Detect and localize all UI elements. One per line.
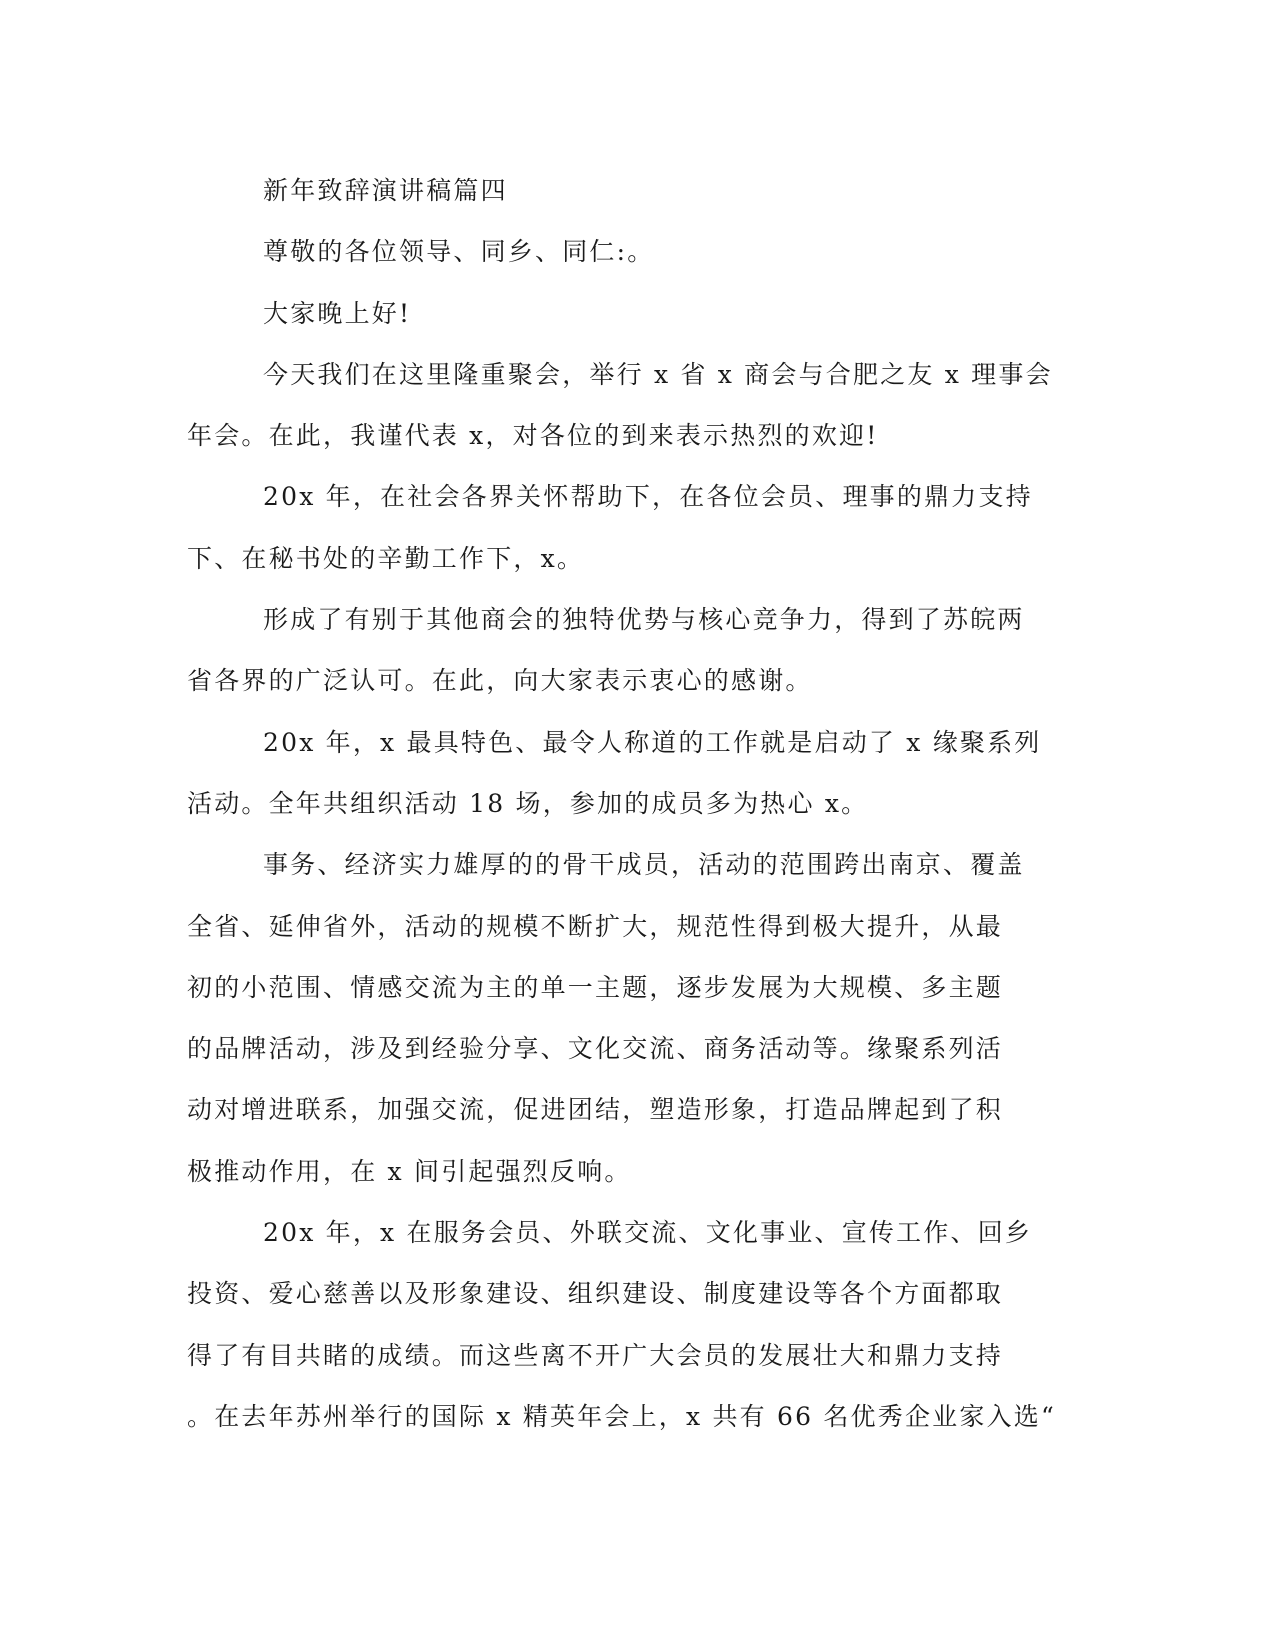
text-line: 的品牌活动，涉及到经验分享、文化交流、商务活动等。缘聚系列活 — [187, 1034, 1004, 1064]
text-line: 年会。在此，我谨代表 x，对各位的到来表示热烈的欢迎! — [187, 421, 879, 451]
text-line: 。在去年苏州举行的国际 x 精英年会上，x 共有 66 名优秀企业家入选“ — [187, 1401, 1056, 1431]
text-line: 投资、爱心慈善以及形象建设、组织建设、制度建设等各个方面都取 — [187, 1279, 1004, 1309]
greeting-line: 大家晚上好! — [263, 298, 412, 328]
text-line: 得了有目共睹的成绩。而这些离不开广大会员的发展壮大和鼎力支持 — [187, 1340, 1004, 1370]
greeting-line: 尊敬的各位领导、同乡、同仁:。 — [263, 237, 655, 267]
text-line: 20x 年，x 最具特色、最令人称道的工作就是启动了 x 缘聚系列 — [263, 727, 1042, 757]
text-line: 20x 年，在社会各界关怀帮助下，在各位会员、理事的鼎力支持 — [263, 482, 1033, 512]
document-body — [187, 160, 1067, 1447]
text-line: 活动。全年共组织活动 18 场，参加的成员多为热心 x。 — [187, 788, 869, 818]
document-title: 新年致辞演讲稿篇四 — [263, 176, 508, 205]
text-line: 极推动作用，在 x 间引起强烈反响。 — [187, 1156, 632, 1186]
text-line: 省各界的广泛认可。在此，向大家表示衷心的感谢。 — [187, 666, 813, 696]
text-line: 初的小范围、情感交流为主的单一主题，逐步发展为大规模、多主题 — [187, 972, 1004, 1002]
text-line: 事务、经济实力雄厚的的骨干成员，活动的范围跨出南京、覆盖 — [263, 850, 1025, 880]
text-line: 20x 年，x 在服务会员、外联交流、文化事业、宣传工作、回乡 — [263, 1218, 1033, 1248]
text-line: 动对增进联系，加强交流，促进团结，塑造形象，打造品牌起到了积 — [187, 1095, 1004, 1125]
text-line: 今天我们在这里隆重聚会，举行 x 省 x 商会与合肥之友 x 理事会 — [263, 359, 1053, 389]
text-line: 下、在秘书处的辛勤工作下，x。 — [187, 543, 585, 573]
text-line: 形成了有别于其他商会的独特优势与核心竞争力，得到了苏皖两 — [263, 605, 1025, 635]
text-line: 全省、延伸省外，活动的规模不断扩大，规范性得到极大提升，从最 — [187, 911, 1004, 941]
